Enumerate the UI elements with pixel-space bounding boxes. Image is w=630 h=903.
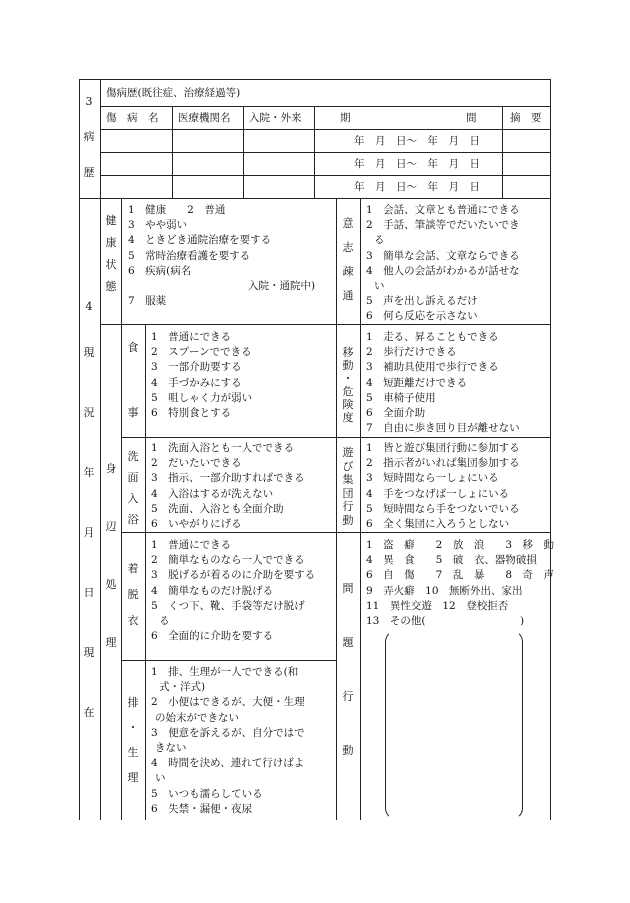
behavior-label: 問 題 行 動 (342, 582, 354, 757)
self-care-label: 身 辺 処 理 (105, 462, 117, 649)
dressing-list: 1 普通にできる 2 簡単なものなら一人でできる 3 脱げるが着るのに介助を要する 4 簡単なものだけ脱げる 5 くつ下、靴、手袋等だけ脱げ る 6 全面的に介助を要する (151, 539, 316, 643)
toileting-label: 排 ・ 生 理 (127, 696, 139, 784)
section-4-label: 現 況 年 月 日 現 在 (83, 346, 95, 719)
section-3-number: 3 (85, 95, 93, 108)
period-row-1: 年 月 日〜 年 月 日 (354, 135, 480, 147)
eating-list: 1 普通にできる 2 スプーンでできる 3 一部介助要する 4 手づかみにする 5 咀しゃく力が弱い 6 特別食とする (151, 331, 253, 420)
period-row-2: 年 月 日〜 年 月 日 (354, 158, 480, 170)
period-row-3: 年 月 日〜 年 月 日 (354, 181, 480, 193)
bathing-list: 1 洗面入浴とも一人でできる 2 だいたいできる 3 指示、一部介助すればできる 4 入浴はするが洗えない 5 洗面、入浴とも全面介助 6 いやがりにげる (151, 442, 305, 531)
section-3-label: 病 歴 (83, 130, 95, 179)
communication-list: 1 会話、文章とも普通にできる 2 手話、筆談等でだいたいでき る 3 簡単な会話、文章ならできる 4 他人の会話がわかるが話せな い 5 声を出し訴えるだけ 6 何ら反応を示さない (366, 204, 520, 323)
history-title: 傷病歴(既往症、治療経過等) (106, 87, 241, 99)
dressing-label: 着 脱 衣 (127, 562, 139, 627)
header-inpatient-outpatient: 入院・外来 (249, 112, 302, 124)
health-label: 健 康 状 態 (105, 214, 117, 293)
header-disease-name: 傷 病 名 (106, 112, 159, 124)
communication-label: 意 志 疎 通 (342, 217, 354, 302)
eating-label-top: 食 (127, 341, 139, 354)
behavior-list: 1 盗 癖 2 放 浪 3 移 動 4 異 食 5 破 衣、器物破損 6 自 傷 7 乱 暴 8 奇 声 9 弄火癖 10 無断外出、家出 11 異性交遊 12 登校拒否 13 その他( ) (366, 539, 555, 628)
section-4-number: 4 (85, 300, 93, 313)
other-behavior-bracket (385, 630, 523, 820)
toileting-list: 1 排、生理が一人でできる(和 式・洋式) 2 小便はできるが、大便・生理 の始末ができない 3 便意を訴えるが、自分ではで きない 4 時間を決め、連れて行けばよ い 5 いつも濡らしている 6 失禁・漏便・夜尿 (151, 666, 305, 815)
health-list: 1 健康 2 普通 3 やや弱い 4 ときどき通院治療を要する 5 常時治療看護を要する 6 疾病(病名 入院・通院中) 7 服薬 (128, 204, 316, 308)
bathing-label: 洗 面 入 浴 (127, 450, 139, 526)
header-remarks: 摘 要 (510, 112, 542, 124)
eating-label-bottom: 事 (127, 406, 139, 419)
mobility-list: 1 走る、昇ることもできる 2 歩行だけできる 3 補助具使用で歩行できる 4 短距離だけできる 5 車椅子使用 6 全面介助 7 自由に歩き回り目が離せない (366, 331, 520, 435)
header-institution: 医療機関名 (178, 112, 231, 124)
play-label: 遊 び 集 団 行 動 (342, 446, 354, 527)
play-list: 1 皆と遊び集団行動に参加する 2 指示者がいれば集団参加する 3 短時間なら一しょにいる 4 手をつなげば一しょにいる 5 短時間なら手をつないでいる 6 全く集団に入ろうとしない (366, 442, 520, 531)
mobility-label: 移 動 ・ 危 険 度 (342, 346, 354, 424)
header-period: 期 間 (340, 112, 477, 124)
